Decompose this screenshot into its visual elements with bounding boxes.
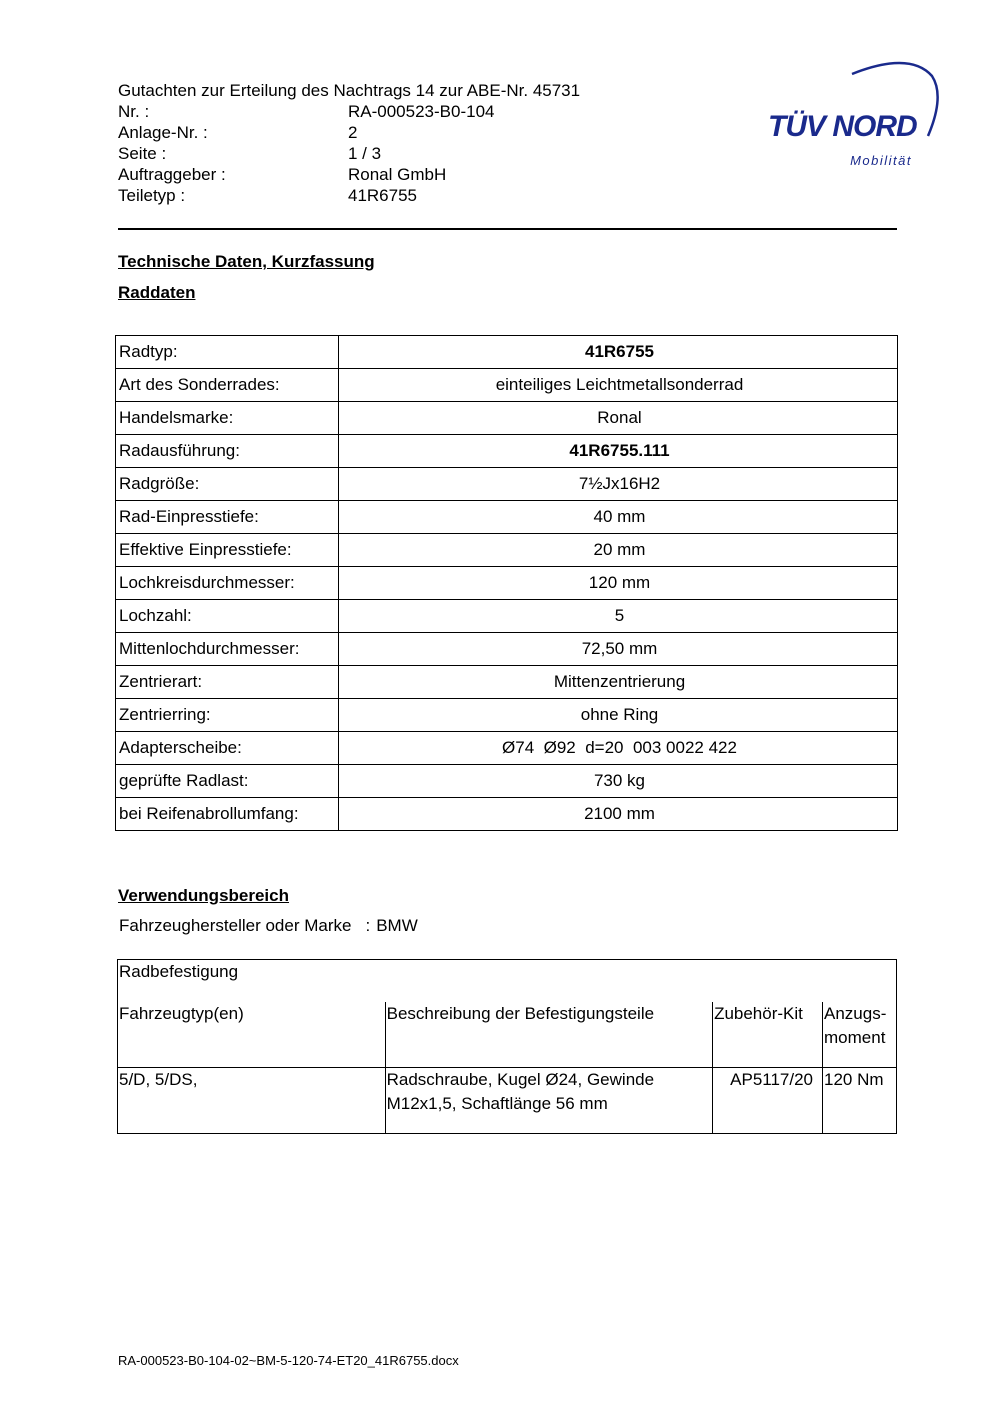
usage-label: Fahrzeughersteller oder Marke [119,916,352,935]
table-row [116,600,898,633]
header-label: Anlage-Nr. : [118,123,208,142]
wheel-value-cell: 730 kg [339,765,898,798]
header-value: 41R6755 [348,186,418,205]
wheel-value-cell: einteiliges Leichtmetallsonderrad [339,369,898,402]
wheel-value-cell: 41R6755.111 [339,435,898,468]
wheel-key-cell: Zentrierart: [116,666,339,699]
table-row [118,1068,897,1134]
table-row [116,435,898,468]
header-divider [118,228,897,230]
wheel-key-cell: Rad-Einpresstiefe: [116,501,339,534]
wheel-key-cell: Mittenlochdurchmesser: [116,633,339,666]
description-line: Radschraube, Kugel Ø24, Gewinde [386,1070,655,1089]
header-row-teiletyp [118,185,580,206]
wheel-key-cell: Radtyp: [116,336,339,369]
table-row [118,960,897,1002]
header-label: Seite : [118,144,167,163]
header-value: 2 [348,123,358,142]
wheel-value-cell: 72,50 mm [339,633,898,666]
usage-separator: : [365,916,371,935]
logo-brand-text: TÜV NORD [768,110,917,143]
column-header-torque [823,1002,897,1068]
table-row [116,633,898,666]
wheel-value-cell: Ø74 Ø92 d=20 003 0022 422 [339,732,898,765]
section-heading-technical: Technische Daten, Kurzfassung [118,252,375,271]
description-line: M12x1,5, Schaftlänge 56 mm [386,1094,608,1113]
table-row [116,534,898,567]
table-row [116,369,898,402]
wheel-key-cell: Radgröße: [116,468,339,501]
header-label: Teiletyp : [118,186,186,205]
wheel-key-cell: Handelsmarke: [116,402,339,435]
column-header-fastening-description: Beschreibung der Befestigungsteile [385,1002,712,1068]
header-value: RA-000523-B0-104 [348,102,495,121]
header-label: Nr. : [118,102,150,121]
tuv-nord-logo [760,56,945,176]
wheel-mounting-table [117,959,897,1134]
header-value: Ronal GmbH [348,165,447,184]
wheel-value-cell: 41R6755 [339,336,898,369]
wheel-data-table [115,335,898,831]
wheel-value-cell: Mittenzentrierung [339,666,898,699]
wheel-key-cell: geprüfte Radlast: [116,765,339,798]
wheel-value-cell: 40 mm [339,501,898,534]
wheel-key-cell: Art des Sonderrades: [116,369,339,402]
wheel-key-cell: Adapterscheibe: [116,732,339,765]
fastening-description-cell [385,1068,712,1134]
table-row [118,1002,897,1068]
wheel-value-cell: 5 [339,600,898,633]
table-row [116,732,898,765]
usage-value: BMW [376,916,418,935]
document-title: Gutachten zur Erteilung des Nachtrags 14 zur ABE-Nr. 45731 [118,81,581,100]
wheel-key-cell: Effektive Einpresstiefe: [116,534,339,567]
table-row [116,567,898,600]
table-row [116,501,898,534]
table-row [116,336,898,369]
usage-manufacturer-line [119,916,418,936]
vehicle-types-cell: 5/D, 5/DS, [118,1068,386,1134]
wheel-value-cell: 20 mm [339,534,898,567]
wheel-value-cell: 2100 mm [339,798,898,831]
wheel-value-cell: ohne Ring [339,699,898,732]
wheel-key-cell: Zentrierring: [116,699,339,732]
header-row-seite [118,143,580,164]
wheel-value-cell: 7½Jx16H2 [339,468,898,501]
table-row [116,402,898,435]
header-row-anlage [118,122,580,143]
footer-filename: RA-000523-B0-104-02~BM-5-120-74-ET20_41R6755.docx [118,1353,459,1368]
wheel-value-cell: 120 mm [339,567,898,600]
header-value: 1 / 3 [348,144,382,163]
header-row-auftraggeber [118,164,580,185]
table-row [116,699,898,732]
wheel-key-cell: Lochzahl: [116,600,339,633]
header-label: Auftraggeber : [118,165,226,184]
torque-header-line: Anzugs- [824,1003,887,1023]
torque-header-line: moment [824,1027,886,1047]
mounting-title-cell: Radbefestigung [118,960,897,1002]
table-row [116,765,898,798]
header-row-nr [118,101,580,122]
column-header-accessory-kit: Zubehör-Kit [713,1002,823,1068]
wheel-key-cell: bei Reifenabrollumfang: [116,798,339,831]
table-row [116,468,898,501]
wheel-key-cell: Lochkreisdurchmesser: [116,567,339,600]
table-row [116,666,898,699]
table-row [116,798,898,831]
torque-cell: 120 Nm [823,1068,897,1134]
wheel-value-cell: Ronal [339,402,898,435]
section-heading-usage: Verwendungsbereich [118,886,289,905]
wheel-key-cell: Radausführung: [116,435,339,468]
section-heading-wheel-data: Raddaten [118,283,196,302]
column-header-vehicle-types: Fahrzeugtyp(en) [118,1002,386,1068]
document-header [118,80,580,206]
accessory-kit-cell: AP5117/20 [713,1068,823,1134]
logo-subtitle-text: Mobilität [850,153,912,168]
